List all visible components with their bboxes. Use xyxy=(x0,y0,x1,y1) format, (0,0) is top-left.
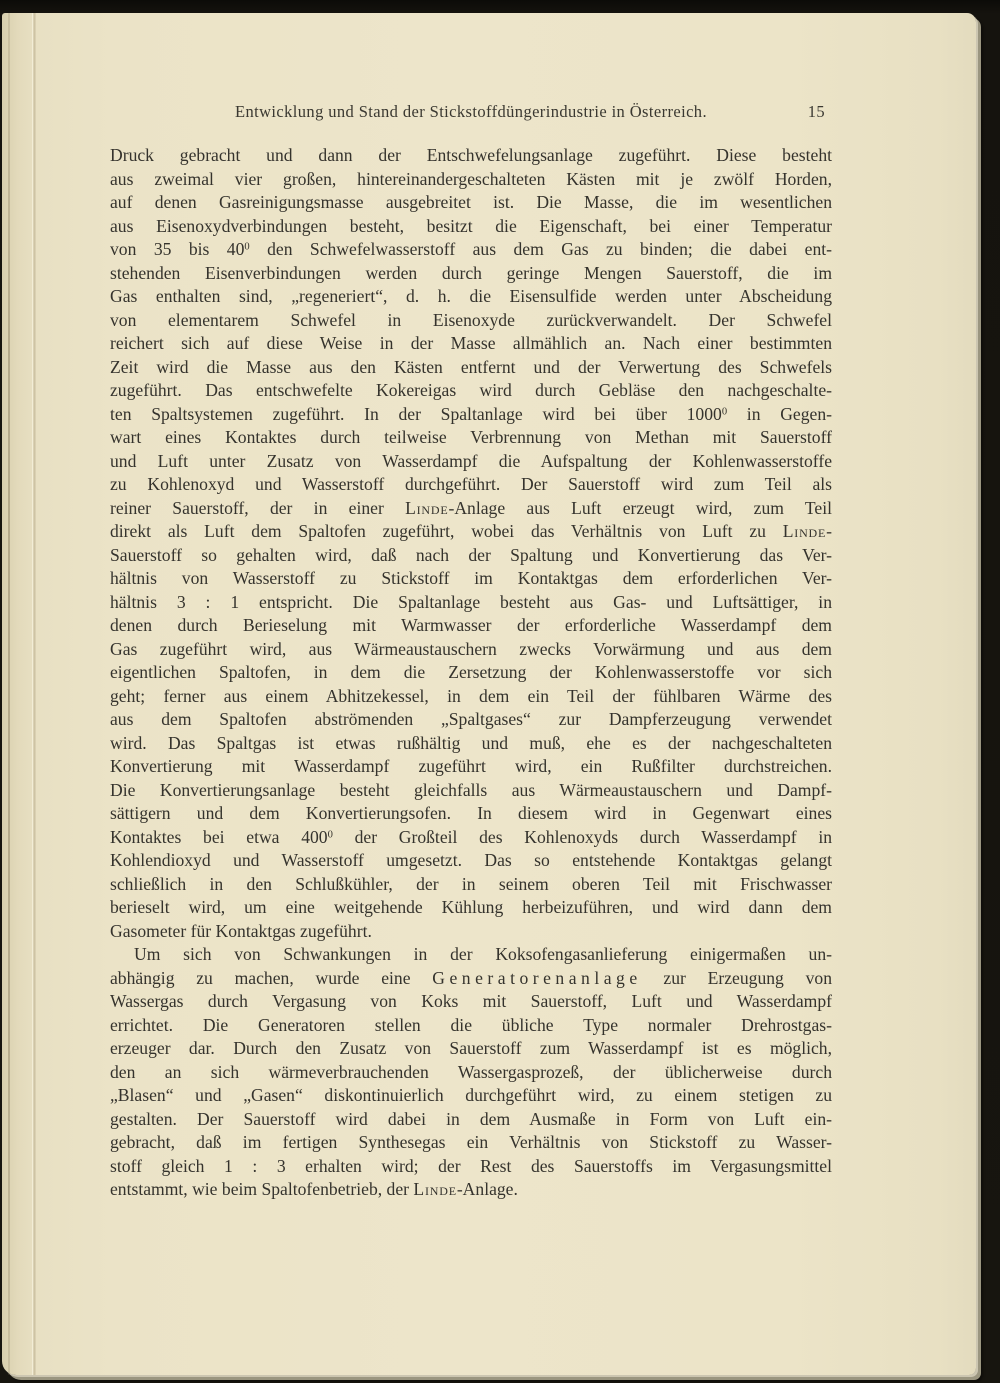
page-crease xyxy=(32,13,36,1375)
styled-text-sup: 0 xyxy=(327,829,333,841)
text-segment: zur Erzeugung von xyxy=(641,967,832,988)
text-segment: Gas enthalten sind, „regeneriert“, d. h. die Eisensulfide werden unter Abscheidung xyxy=(110,286,832,306)
text-segment: hältnis von Wasserstoff zu Stickstoff im Kontaktgas dem erforderlichen Ver- xyxy=(110,568,832,588)
text-line xyxy=(110,544,832,568)
text-segment: „Blasen“ und „Gasen“ diskontinuierlich durchgeführt wird, zu einem stetigen zu xyxy=(110,1085,832,1105)
text-segment: -Anlage. xyxy=(456,1179,518,1199)
text-line xyxy=(110,896,832,920)
text-line xyxy=(110,661,832,685)
text-line xyxy=(110,567,832,591)
text-line xyxy=(110,802,832,826)
text-segment: gestalten. Der Sauerstoff wird dabei in dem Ausmaße in Form von Luft ein- xyxy=(110,1108,832,1129)
text-segment: und Luft unter Zusatz von Wasserdampf die Aufspaltung der Kohlenwasserstoffe xyxy=(110,450,832,471)
text-line xyxy=(110,215,832,239)
text-segment: stehenden Eisenverbindungen werden durch geringe Mengen Sauerstoff, die im xyxy=(110,262,832,283)
text-line xyxy=(110,967,832,991)
text-line xyxy=(110,920,832,944)
text-line xyxy=(110,144,832,168)
text-segment: den Schwefelwasserstoff aus dem Gas zu binden; die dabei ent- xyxy=(249,239,832,259)
styled-text-gesperrt: Generatorenanlage xyxy=(432,967,642,988)
text-line xyxy=(110,755,832,779)
text-line xyxy=(110,285,832,309)
text-segment: aus zweimal vier großen, hintereinandergeschalteten Kästen mit je zwölf Horden, xyxy=(110,168,832,189)
styled-text-sup: 0 xyxy=(721,406,728,418)
text-line xyxy=(110,379,832,403)
text-segment: zugeführt. Das entschwefelte Kokereigas wird durch Gebläse den nachgeschalte- xyxy=(110,380,832,400)
text-segment: - xyxy=(826,521,832,541)
text-line xyxy=(110,238,832,262)
text-segment: erzeuger dar. Durch den Zusatz von Sauerstoff zum Wasserdampf ist es möglich, xyxy=(110,1038,832,1058)
text-segment: Zeit wird die Masse aus den Kästen entfernt und der Verwertung des Schwefels xyxy=(110,356,832,377)
text-segment: gebracht, daß im fertigen Synthesegas ein Verhältnis von Stickstoff zu Wasser- xyxy=(110,1132,832,1152)
text-line xyxy=(110,1155,832,1179)
text-segment: von elementarem Schwefel in Eisenoxyde zurückverwandelt. Der Schwefel xyxy=(110,309,832,330)
page-number: 15 xyxy=(807,102,825,121)
text-line xyxy=(110,1014,832,1038)
text-segment: Druck gebracht und dann der Entschwefelungsanlage zugeführt. Diese besteht xyxy=(110,145,832,165)
text-segment: zu Kohlenoxyd und Wasserstoff durchgeführt. Der Sauerstoff wird zum Teil als xyxy=(110,474,832,494)
text-segment: den an sich wärmeverbrauchenden Wassergasprozeß, der üblicherweise durch xyxy=(110,1061,832,1082)
text-line xyxy=(110,779,832,803)
text-line xyxy=(110,403,832,427)
text-line xyxy=(110,520,832,544)
text-line xyxy=(110,168,832,192)
text-line xyxy=(110,497,832,521)
text-segment: direkt als Luft dem Spaltofen zugeführt, wobei das Verhältnis von Luft zu xyxy=(110,521,783,541)
text-line xyxy=(110,943,832,967)
text-line xyxy=(110,708,832,732)
text-segment: Kohlendioxyd und Wasserstoff umgesetzt. Das so entstehende Kontaktgas gelangt xyxy=(110,850,832,870)
text-line xyxy=(110,332,832,356)
styled-text-smallcaps: Linde xyxy=(782,521,827,541)
text-segment: Gas zugeführt wird, aus Wärmeaustauschern zwecks Vorwärmung und aus dem xyxy=(110,638,832,659)
text-line xyxy=(110,426,832,450)
text-segment: abhängig zu machen, wurde eine xyxy=(110,967,433,988)
text-segment: entstammt, wie beim Spaltofenbetrieb, der xyxy=(110,1179,414,1199)
running-head-title: Entwicklung und Stand der Stickstoffdüngerindustrie in Österreich. xyxy=(235,102,707,121)
text-segment: hältnis 3 : 1 entspricht. Die Spaltanlage besteht aus Gas- und Luftsättiger, in xyxy=(110,591,832,612)
text-line xyxy=(110,473,832,497)
styled-text-smallcaps: Linde xyxy=(405,497,449,518)
text-segment: aus Eisenoxydverbindungen besteht, besitzt die Eigenschaft, bei einer Temperatur xyxy=(110,215,832,236)
text-line xyxy=(110,1061,832,1085)
page-left-edge xyxy=(8,13,10,1375)
text-segment: eigentlichen Spaltofen, in dem die Zersetzung der Kohlenwasserstoffe vor sich xyxy=(110,662,832,682)
text-segment: der Großteil des Kohlenoxyds durch Wasserdampf in xyxy=(332,826,832,847)
text-line xyxy=(110,450,832,474)
text-line xyxy=(110,591,832,615)
styled-text-smallcaps: Linde xyxy=(413,1179,457,1199)
text-segment: aus dem Spaltofen abströmenden „Spaltgases“ zur Dampferzeugung verwendet xyxy=(110,709,832,729)
text-line xyxy=(110,356,832,380)
text-segment: reiner Sauerstoff, der in einer xyxy=(110,497,406,518)
text-segment: Um sich von Schwankungen in der Koksofengasanlieferung einigermaßen un- xyxy=(134,944,832,964)
text-line xyxy=(110,849,832,873)
text-segment: von 35 bis 40 xyxy=(110,239,245,259)
text-segment: stoff gleich 1 : 3 erhalten wird; der Rest des Sauerstoffs im Vergasungsmittel xyxy=(110,1155,832,1176)
text-segment: in Gegen- xyxy=(727,403,832,424)
text-segment: geht; ferner aus einem Abhitzekessel, in dem ein Teil der fühlbaren Wärme des xyxy=(110,685,832,706)
text-segment: wird. Das Spaltgas ist etwas rußhältig und muß, ehe es der nachgeschalteten xyxy=(110,732,832,753)
text-line xyxy=(110,1108,832,1132)
text-segment: berieselt wird, um eine weitgehende Kühlung herbeizuführen, und wird dann dem xyxy=(110,897,832,917)
text-line xyxy=(110,732,832,756)
text-segment: auf denen Gasreinigungsmasse ausgebreitet ist. Die Masse, die im wesentlichen xyxy=(110,192,832,212)
text-segment: schließlich in den Schlußkühler, der in seinem oberen Teil mit Frischwasser xyxy=(110,873,832,894)
text-segment: Kontaktes bei etwa 400 xyxy=(110,826,328,847)
paragraph xyxy=(110,144,832,943)
text-line xyxy=(110,990,832,1014)
text-segment: Gasometer für Kontaktgas zugeführt. xyxy=(110,920,372,941)
text-line xyxy=(110,1037,832,1061)
text-segment: Sauerstoff so gehalten wird, daß nach der Spaltung und Konvertierung das Ver- xyxy=(110,544,832,565)
text-segment: denen durch Berieselung mit Warmwasser der erforderliche Wasserdampf dem xyxy=(110,615,832,635)
text-segment: sättigern und dem Konvertierungsofen. In diesem wird in Gegenwart eines xyxy=(110,803,832,823)
book-page xyxy=(2,13,976,1375)
paragraph xyxy=(110,943,832,1202)
text-line xyxy=(110,309,832,333)
text-line xyxy=(110,262,832,286)
body-text xyxy=(110,144,832,1202)
text-segment: errichtet. Die Generatoren stellen die übliche Type normaler Drehrostgas- xyxy=(110,1014,832,1035)
running-head xyxy=(110,101,832,123)
text-line xyxy=(110,638,832,662)
text-line xyxy=(110,873,832,897)
text-line xyxy=(110,826,832,850)
text-line xyxy=(110,191,832,215)
text-segment: Konvertierung mit Wasserdampf zugeführt wird, ein Rußfilter durchstreichen. xyxy=(110,756,832,776)
styled-text-sup: 0 xyxy=(244,241,250,253)
text-segment: Wassergas durch Vergasung von Koks mit Sauerstoff, Luft und Wasserdampf xyxy=(110,991,832,1011)
text-segment: -Anlage aus Luft erzeugt wird, zum Teil xyxy=(448,497,832,518)
text-segment: reichert sich auf diese Weise in der Masse allmählich an. Nach einer bestimmten xyxy=(110,333,832,353)
text-segment: ten Spaltsystemen zugeführt. In der Spaltanlage wird bei über 1000 xyxy=(110,403,722,424)
text-line xyxy=(110,685,832,709)
text-block xyxy=(110,101,832,1202)
text-line xyxy=(110,614,832,638)
text-segment: wart eines Kontaktes durch teilweise Verbrennung von Methan mit Sauerstoff xyxy=(110,427,832,447)
text-line xyxy=(110,1178,832,1202)
text-line xyxy=(110,1131,832,1155)
text-line xyxy=(110,1084,832,1108)
text-segment: Die Konvertierungsanlage besteht gleichfalls aus Wärmeaustauschern und Dampf- xyxy=(110,779,832,800)
